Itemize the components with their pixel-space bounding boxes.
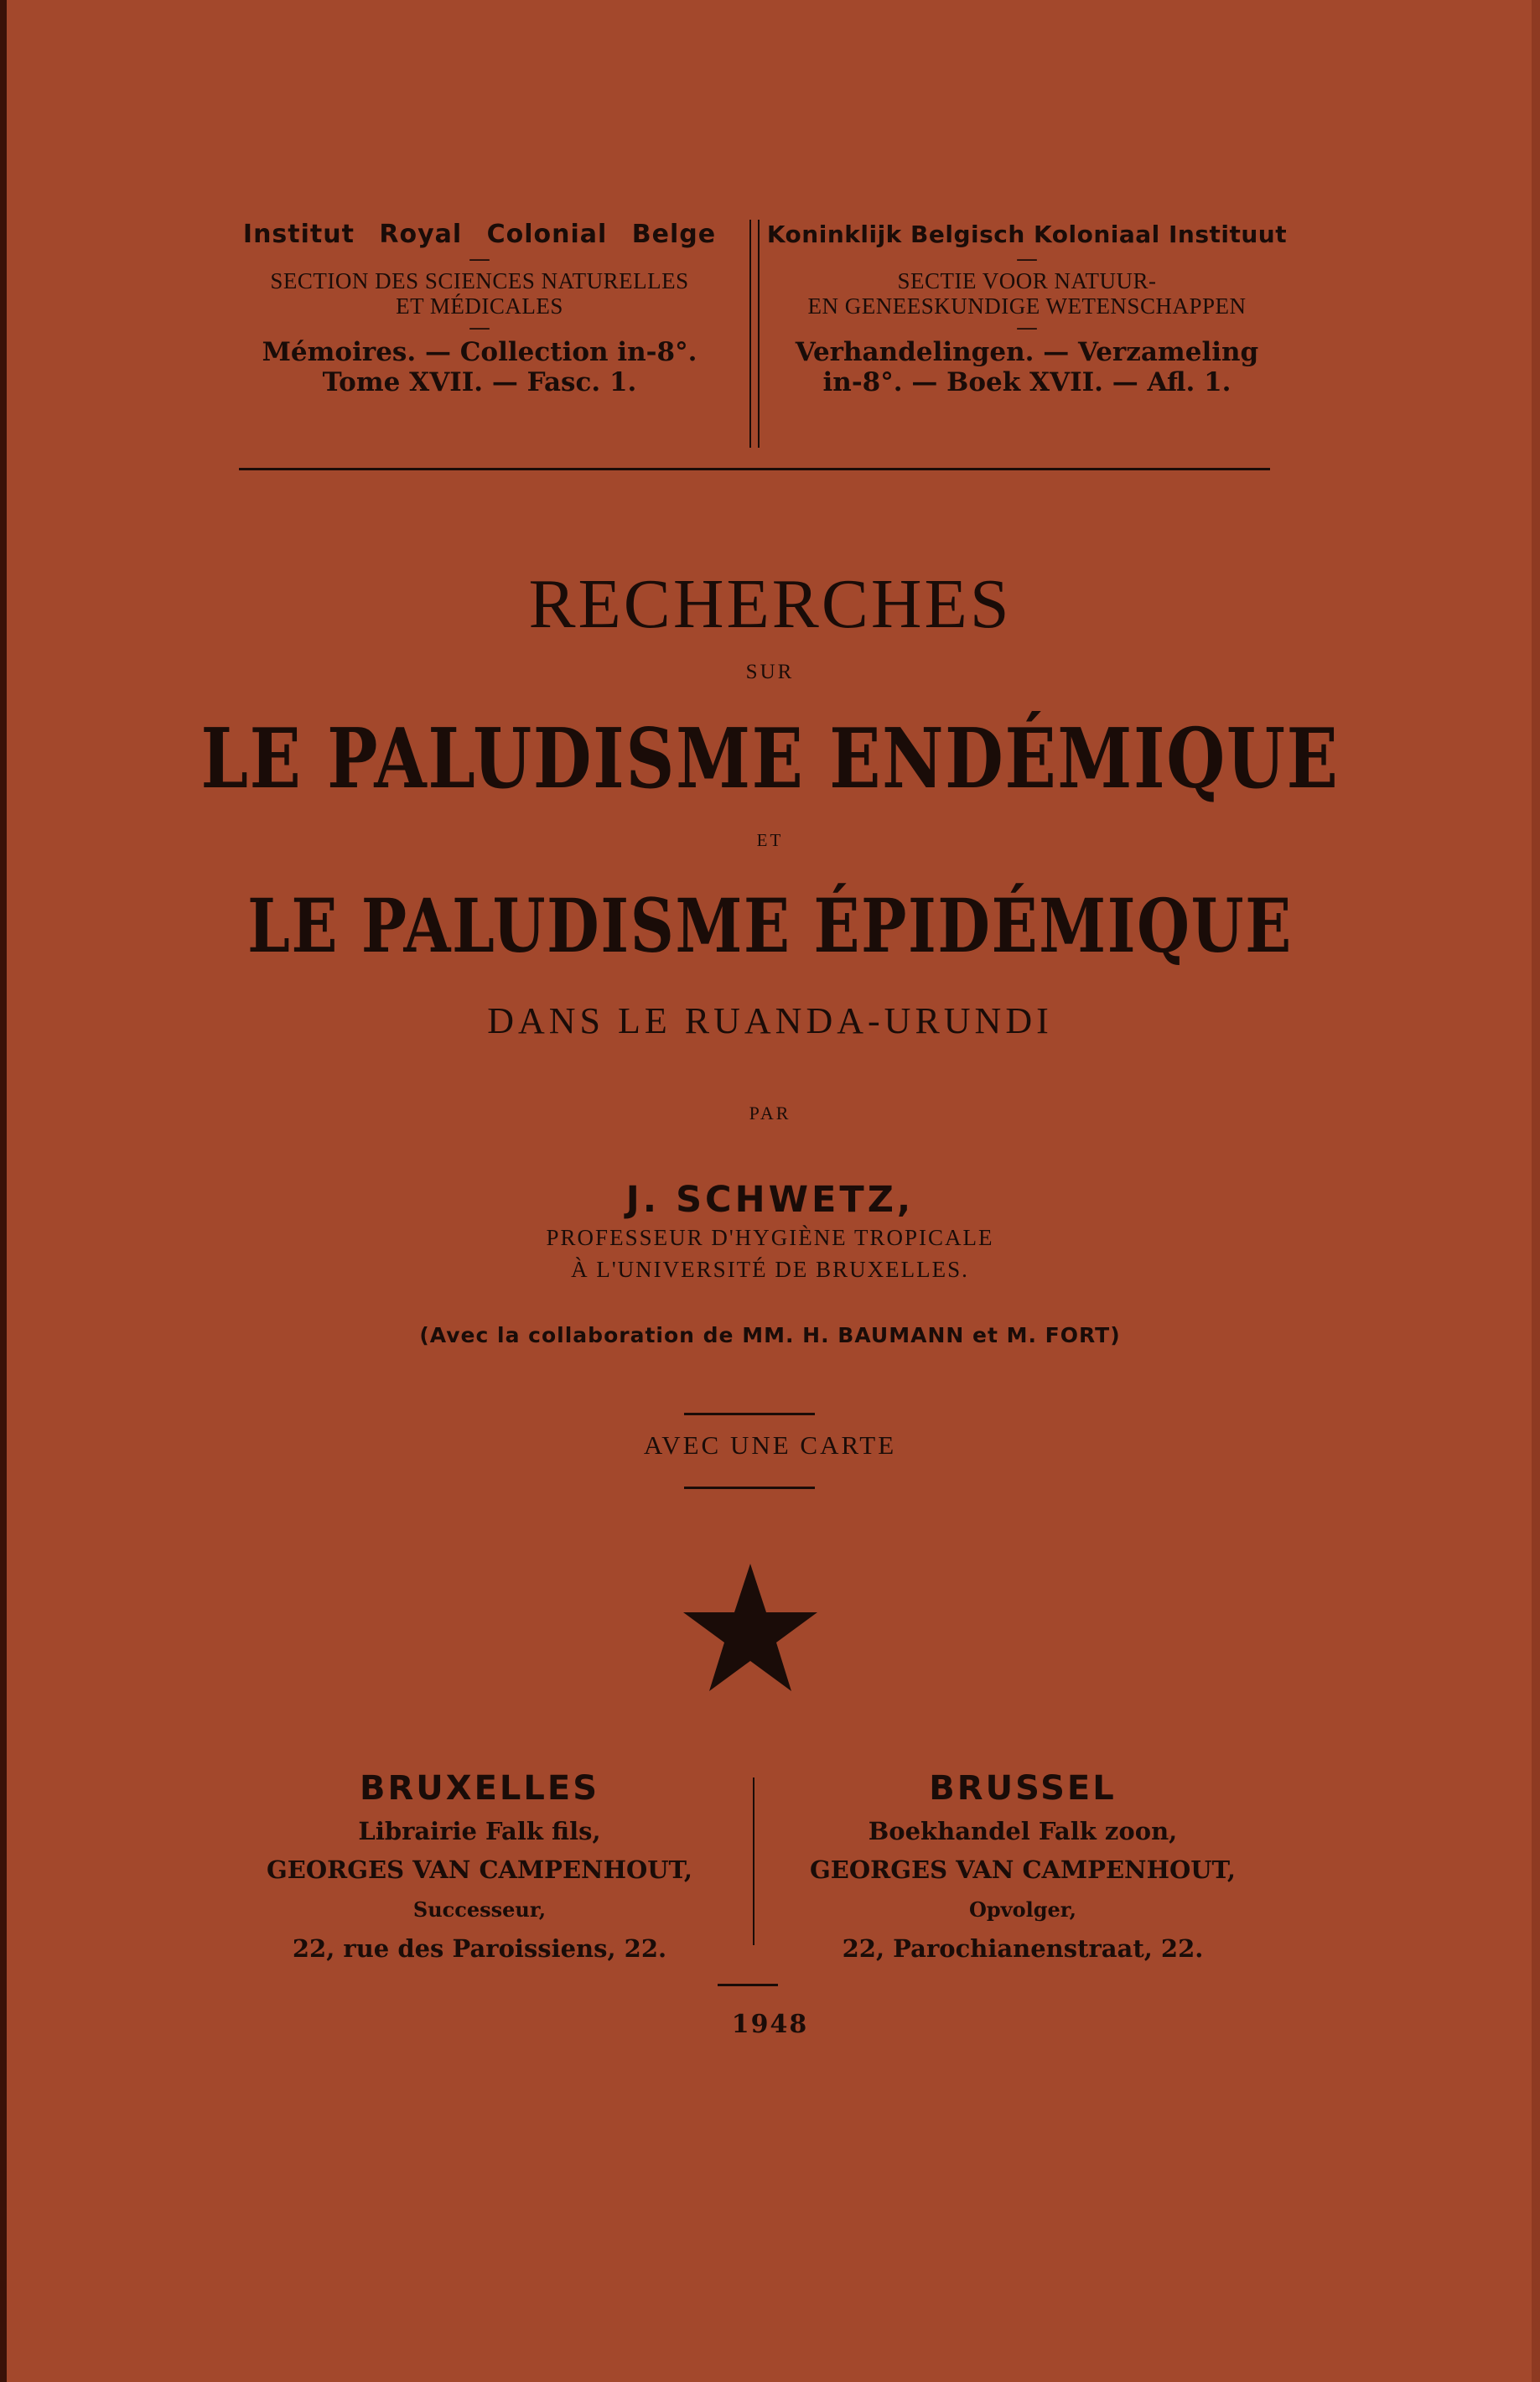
header-rule — [239, 468, 1270, 470]
collection-nl-line2: in-8°. — Boek XVII. — Afl. 1. — [822, 367, 1231, 397]
header-dash: — — [1016, 315, 1038, 340]
institute-name-fr: Institut Royal Colonial Belge — [242, 220, 717, 249]
header-double-divider — [749, 220, 760, 448]
publisher-fr-name: GEORGES VAN CAMPENHOUT, — [266, 1855, 693, 1884]
rule-below-note — [684, 1487, 815, 1489]
collection-nl-line1: Verhandelingen. — Verzameling — [795, 337, 1259, 367]
collaboration-note: (Avec la collaboration de MM. H. BAUMANN et M. FORT) — [419, 1323, 1121, 1347]
footer-divider — [753, 1777, 754, 1945]
section-name-fr-line1: SECTION DES SCIENCES NATURELLES — [270, 268, 689, 293]
section-name-fr-line2: ET MÉDICALES — [396, 293, 563, 319]
header-dash: — — [469, 315, 490, 340]
author-position-line1: PROFESSEUR D'HYGIÈNE TROPICALE — [546, 1225, 994, 1250]
publisher-fr-address: 22, rue des Paroissiens, 22. — [292, 1934, 667, 1963]
author-position-line2: À L'UNIVERSITÉ DE BRUXELLES. — [571, 1257, 969, 1282]
title-location: DANS LE RUANDA-URUNDI — [487, 1000, 1053, 1041]
title-et: ET — [756, 830, 784, 850]
publisher-nl-line2 — [763, 1850, 1283, 1929]
header-left-column — [220, 220, 739, 397]
footer-right-column — [763, 1765, 1283, 1968]
publisher-fr-role: Successeur, — [412, 1897, 547, 1922]
rule-above-note — [684, 1413, 815, 1415]
header-dash: — — [1016, 247, 1038, 272]
publisher-nl-name: GEORGES VAN CAMPENHOUT, — [809, 1855, 1237, 1884]
publisher-nl-address: 22, Parochianenstraat, 22. — [842, 1934, 1204, 1963]
publisher-city-nl: BRUSSEL — [929, 1769, 1117, 1808]
collection-fr-line1: Mémoires. — Collection in-8°. — [262, 337, 697, 367]
title-line-1: LE PALUDISME ENDÉMIQUE — [200, 711, 1340, 807]
publisher-nl-line1: Boekhandel Falk zoon, — [868, 1817, 1178, 1845]
publisher-city-fr: BRUXELLES — [359, 1769, 600, 1808]
collection-fr-line2: Tome XVII. — Fasc. 1. — [322, 367, 637, 397]
rule-above-year — [718, 1984, 778, 1986]
header-right-column — [763, 220, 1291, 397]
note-carte: AVEC UNE CARTE — [643, 1430, 897, 1460]
publication-year: 1948 — [731, 2010, 809, 2039]
title-line-2: LE PALUDISME ÉPIDÉMIQUE — [247, 882, 1293, 969]
section-name-nl-line1: SECTIE VOOR NATUUR- — [897, 268, 1157, 293]
byline-par: PAR — [749, 1103, 791, 1124]
publisher-fr-line2 — [220, 1850, 739, 1929]
footer-left-column — [220, 1765, 739, 1968]
title-recherches: RECHERCHES — [528, 565, 1012, 643]
author-name: J. SCHWETZ, — [625, 1179, 915, 1221]
header-dash: — — [469, 247, 490, 272]
publisher-nl-role: Opvolger, — [968, 1897, 1077, 1922]
title-sur: SUR — [745, 661, 795, 683]
star-icon — [683, 1564, 817, 1691]
publisher-fr-line1: Librairie Falk fils, — [358, 1817, 601, 1845]
institute-name-nl: Koninklijk Belgisch Koloniaal Instituut — [766, 221, 1288, 248]
section-name-nl-line2: EN GENEESKUNDIGE WETENSCHAPPEN — [807, 293, 1247, 319]
